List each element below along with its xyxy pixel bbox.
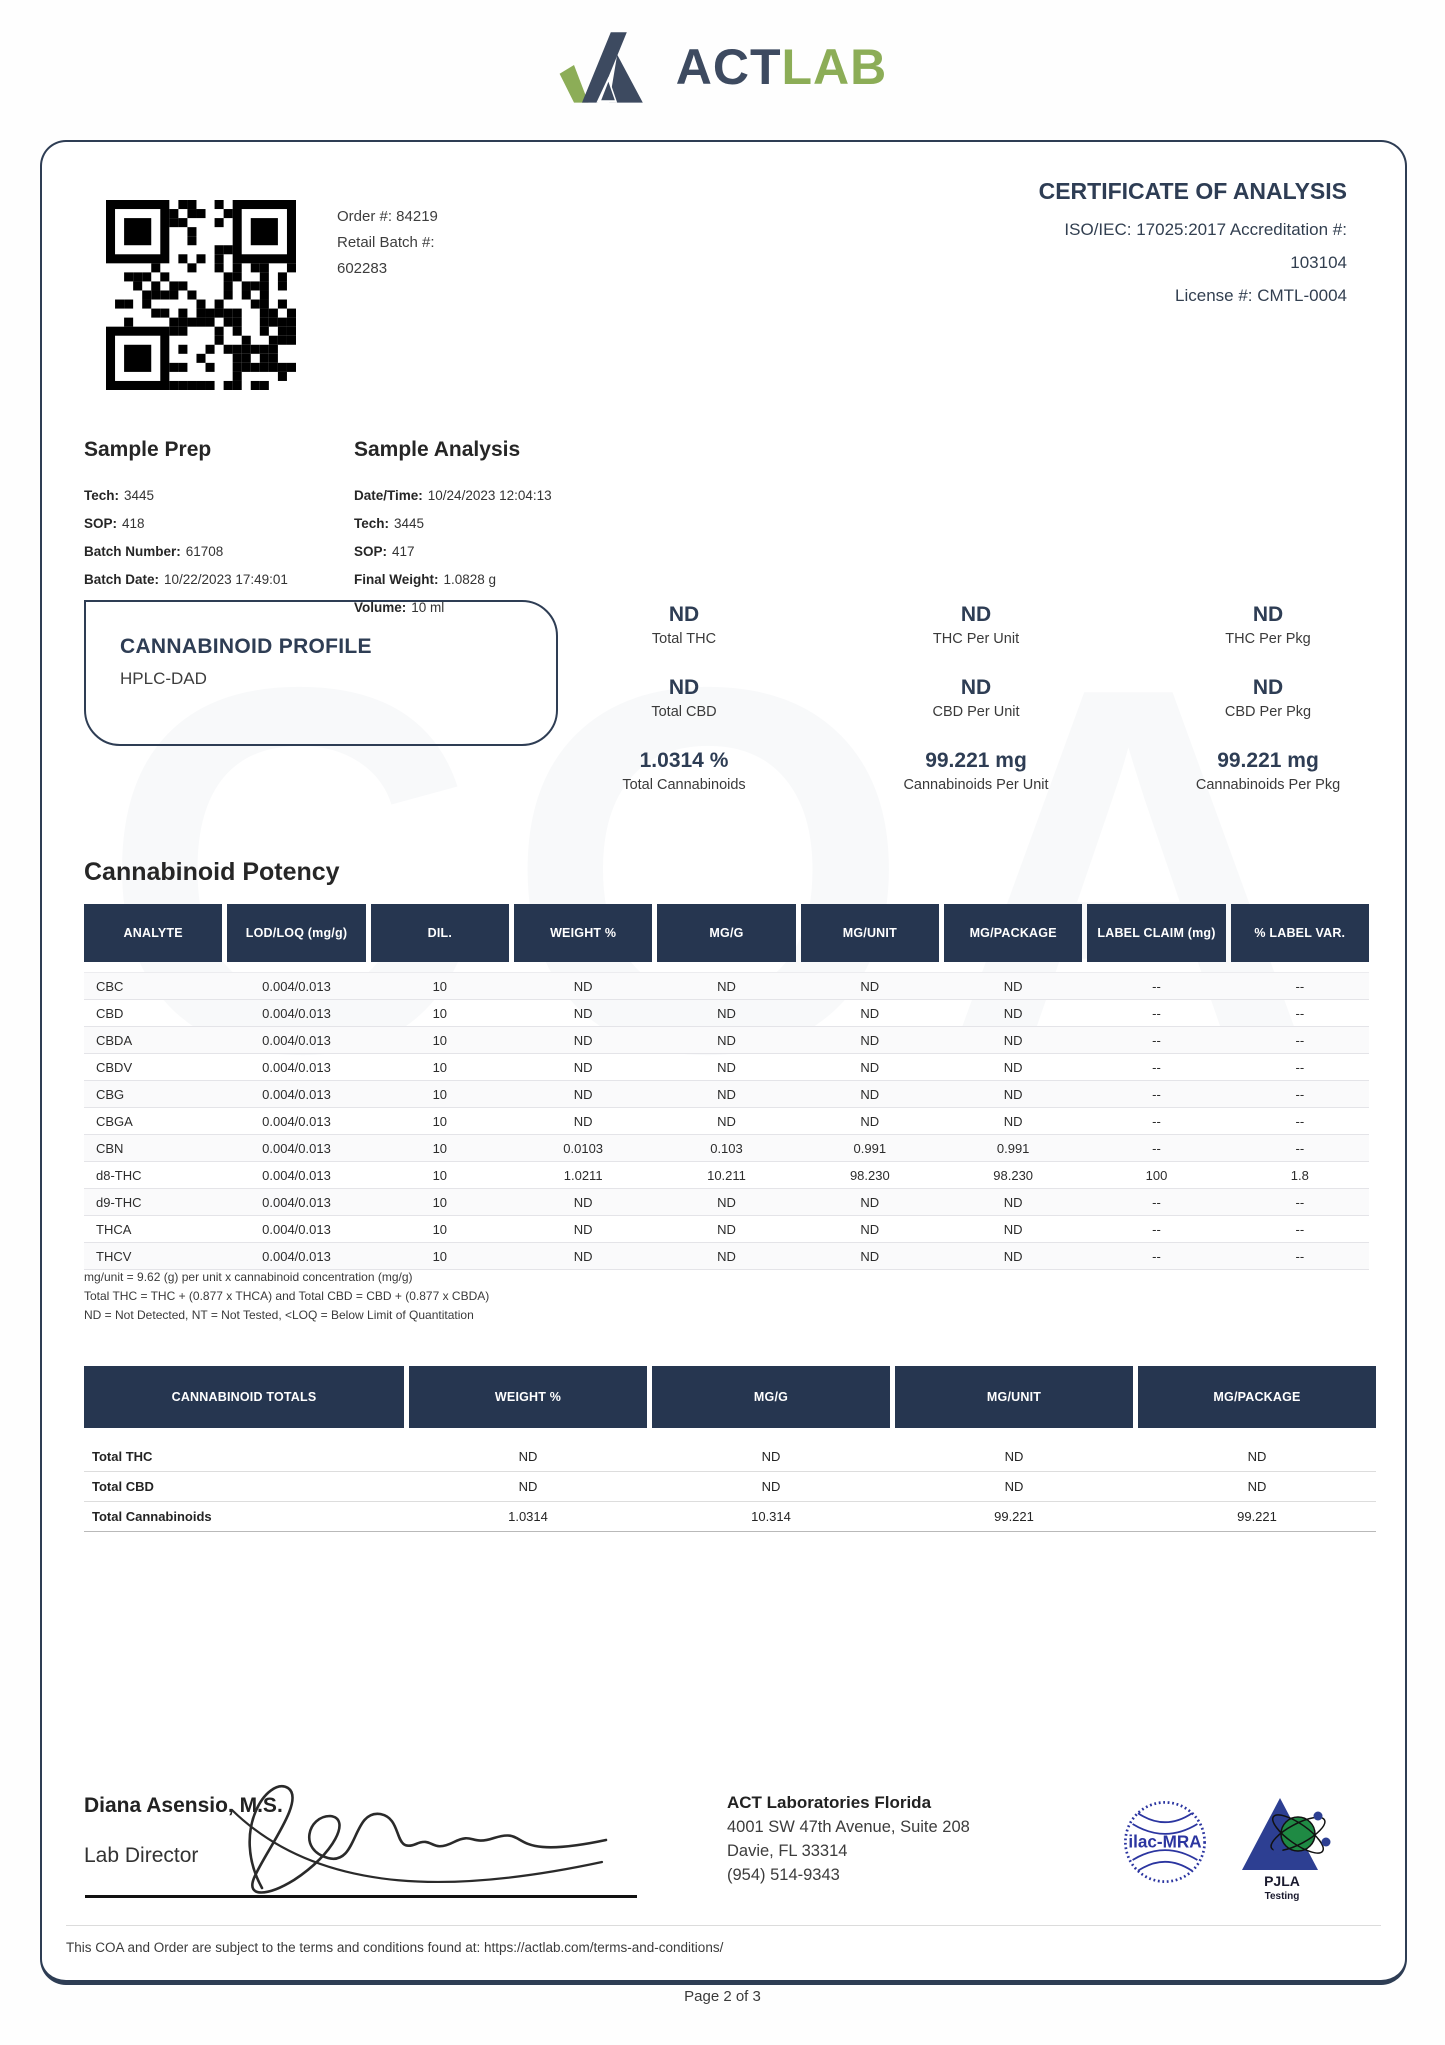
field-row: [354, 510, 552, 538]
mg-package-cell: ND: [1003, 1194, 1023, 1210]
mg-package-cell: ND: [1003, 978, 1023, 994]
mg-package-cell: ND: [1003, 1248, 1023, 1264]
footnote-line: Total THC = THC + (0.877 x THCA) and Total CBD = CBD + (0.877 x CBDA): [84, 1289, 490, 1303]
mg-g-cell: ND: [717, 1113, 736, 1129]
summary-label: THC Per Pkg: [1225, 631, 1311, 647]
total-weight-pct-cell: ND: [518, 1449, 538, 1464]
mg-g-cell: ND: [717, 1221, 736, 1237]
totals-row: [84, 1442, 1376, 1472]
sample-analysis-section: [354, 438, 552, 622]
summary-label: CBD Per Pkg: [1224, 704, 1312, 720]
lod-loq-cell: 0.004/0.013: [262, 1032, 331, 1048]
label-var-cell: --: [1295, 1140, 1305, 1156]
label-claim-cell: --: [1152, 1005, 1161, 1021]
weight-pct-cell: ND: [573, 1032, 593, 1048]
summary-grid: [560, 590, 1392, 809]
field-value: 10/24/2023 12:04:13: [427, 488, 552, 503]
mg-g-cell: 10.211: [707, 1167, 746, 1183]
certificate-heading: [1039, 178, 1347, 312]
summary-label: CBD Per Unit: [932, 704, 1020, 720]
totals-header-cell: MG/PACKAGE: [1138, 1366, 1376, 1428]
mg-g-cell: ND: [717, 1005, 736, 1021]
weight-pct-cell: ND: [573, 1248, 593, 1264]
label-var-cell: --: [1295, 1032, 1305, 1048]
order-info: [337, 204, 438, 282]
total-mg-unit-cell: 99.221: [994, 1509, 1034, 1524]
svg-text:PJLA: PJLA: [1264, 1873, 1300, 1889]
weight-pct-cell: ND: [573, 1113, 593, 1129]
dil-cell: 10: [432, 1005, 448, 1021]
label-var-cell: --: [1295, 1194, 1305, 1210]
field-label: Batch Number:: [84, 544, 181, 559]
potency-row: [84, 1216, 1369, 1243]
summary-value: ND: [668, 676, 700, 699]
summary-value: 99.221 mg: [925, 749, 1027, 772]
summary-label: Total CBD: [651, 704, 717, 720]
mg-g-cell: ND: [717, 1248, 736, 1264]
mg-package-cell: ND: [1003, 1113, 1023, 1129]
mg-unit-cell: ND: [860, 1005, 880, 1021]
summary-value: 99.221 mg: [1217, 749, 1319, 772]
dil-cell: 10: [432, 1032, 448, 1048]
potency-row: [84, 1243, 1369, 1270]
lod-loq-cell: 0.004/0.013: [262, 1059, 331, 1075]
potency-header-cell: LABEL CLAIM (mg): [1087, 904, 1225, 962]
analyte-cell: THCV: [96, 1248, 132, 1264]
mg-unit-cell: 0.991: [853, 1140, 887, 1156]
lod-loq-cell: 0.004/0.013: [262, 1248, 331, 1264]
field-row: [84, 510, 288, 538]
actlab-logo-icon: [558, 26, 662, 108]
field-value: 418: [122, 516, 145, 531]
total-mg-g-cell: 10.314: [751, 1509, 791, 1524]
totals-header-cell: WEIGHT %: [409, 1366, 647, 1428]
svg-text:ilac-MRA: ilac-MRA: [1128, 1832, 1202, 1852]
totals-table-body: [84, 1442, 1376, 1532]
label-claim-cell: 100: [1145, 1167, 1168, 1183]
certificate-title: CERTIFICATE OF ANALYSIS: [1038, 178, 1347, 204]
mg-package-cell: ND: [1003, 1059, 1023, 1075]
summary-value: 1.0314 %: [639, 749, 729, 772]
mg-g-cell: 0.103: [710, 1140, 743, 1156]
label-var-cell: --: [1295, 978, 1305, 994]
summary-label: THC Per Unit: [932, 631, 1020, 647]
potency-row: [84, 1081, 1369, 1108]
lod-loq-cell: 0.004/0.013: [262, 1113, 331, 1129]
lod-loq-cell: 0.004/0.013: [262, 1194, 331, 1210]
footer-divider: [66, 1925, 1381, 1926]
mg-package-cell: ND: [1003, 1086, 1023, 1102]
logo-lab-text: LAB: [781, 39, 888, 95]
mg-g-cell: ND: [717, 1086, 736, 1102]
field-label: Volume:: [354, 600, 407, 615]
label-var-cell: --: [1295, 1005, 1305, 1021]
lab-director-title: Lab Director: [84, 1844, 199, 1867]
actlab-logo: [0, 26, 1445, 108]
totals-header-row: [84, 1366, 1376, 1428]
field-value: 3445: [394, 516, 425, 531]
potency-row: [84, 1027, 1369, 1054]
accreditation-number: 103104: [1290, 253, 1347, 272]
potency-header-cell: MG/UNIT: [801, 904, 939, 962]
pjla-logo-icon: [1240, 1792, 1340, 1902]
summary-label: Cannabinoids Per Pkg: [1195, 777, 1341, 793]
actlab-logo-text: [676, 26, 888, 108]
potency-header-cell: ANALYTE: [84, 904, 222, 962]
dil-cell: 10: [432, 1221, 448, 1237]
order-number: Order #: 84219: [337, 208, 438, 225]
analyte-cell: CBN: [96, 1140, 124, 1156]
field-row: [84, 482, 288, 510]
potency-header-cell: MG/PACKAGE: [944, 904, 1082, 962]
lod-loq-cell: 0.004/0.013: [262, 978, 331, 994]
mg-unit-cell: ND: [860, 978, 880, 994]
analyte-cell: THCA: [96, 1221, 132, 1237]
summary-cell: [852, 590, 1100, 663]
weight-pct-cell: ND: [573, 1194, 593, 1210]
label-var-cell: --: [1295, 1221, 1305, 1237]
label-claim-cell: --: [1152, 978, 1161, 994]
label-claim-cell: --: [1152, 1140, 1161, 1156]
dil-cell: 10: [432, 1140, 448, 1156]
mg-unit-cell: ND: [860, 1194, 880, 1210]
analyte-cell: d8-THC: [96, 1167, 142, 1183]
totals-table: [84, 1366, 1376, 1532]
total-name-cell: Total THC: [92, 1449, 153, 1464]
totals-header-cell: MG/UNIT: [895, 1366, 1133, 1428]
signature-line: [85, 1895, 637, 1898]
analyte-cell: CBC: [96, 978, 124, 994]
mg-unit-cell: ND: [860, 1059, 880, 1075]
summary-label: Total Cannabinoids: [622, 777, 746, 793]
analyte-cell: CBGA: [96, 1113, 133, 1129]
potency-row: [84, 1000, 1369, 1027]
label-claim-cell: --: [1152, 1059, 1161, 1075]
lab-director-name: Diana Asensio, M.S.: [84, 1794, 283, 1817]
potency-row: [84, 1189, 1369, 1216]
weight-pct-cell: ND: [573, 1059, 593, 1075]
analyte-cell: CBD: [96, 1005, 124, 1021]
mg-unit-cell: ND: [860, 1248, 880, 1264]
potency-footnotes: [84, 1268, 489, 1325]
field-value: 61708: [185, 544, 224, 559]
label-var-cell: --: [1295, 1113, 1305, 1129]
dil-cell: 10: [432, 1059, 448, 1075]
iso-accreditation-line: ISO/IEC: 17025:2017 Accreditation #:: [1064, 220, 1347, 239]
sample-prep-title: Sample Prep: [84, 438, 212, 461]
label-var-cell: 1.8: [1290, 1167, 1309, 1183]
label-var-cell: --: [1295, 1059, 1305, 1075]
mg-g-cell: ND: [717, 1032, 736, 1048]
field-value: 3445: [124, 488, 155, 503]
mg-g-cell: ND: [717, 1194, 736, 1210]
mg-package-cell: ND: [1003, 1221, 1023, 1237]
potency-header-row: [84, 904, 1369, 962]
dil-cell: 10: [432, 1113, 448, 1129]
lab-phone: (954) 514-9343: [727, 1866, 840, 1884]
totals-row: [84, 1502, 1376, 1532]
field-label: Date/Time:: [354, 488, 423, 503]
lod-loq-cell: 0.004/0.013: [262, 1086, 331, 1102]
footnote-line: mg/unit = 9.62 (g) per unit x cannabinoid concentration (mg/g): [84, 1270, 413, 1284]
qr-code: [106, 200, 296, 390]
potency-table-body: [84, 972, 1369, 1270]
dil-cell: 10: [432, 978, 448, 994]
mg-package-cell: 98.230: [993, 1167, 1034, 1183]
field-row: [354, 538, 552, 566]
potency-row: [84, 1135, 1369, 1162]
retail-batch-label: Retail Batch #:: [337, 234, 435, 251]
total-name-cell: Total Cannabinoids: [92, 1509, 212, 1524]
summary-cell: [560, 590, 808, 663]
sample-prep-section: [84, 438, 288, 594]
totals-row: [84, 1472, 1376, 1502]
field-value: 10 ml: [411, 600, 445, 615]
potency-row: [84, 973, 1369, 1000]
label-var-cell: --: [1295, 1248, 1305, 1264]
summary-cell: [852, 663, 1100, 736]
summary-value: ND: [960, 676, 992, 699]
field-label: Final Weight:: [354, 572, 439, 587]
analyte-cell: CBDA: [96, 1032, 133, 1048]
potency-header-cell: LOD/LOQ (mg/g): [227, 904, 365, 962]
retail-batch-number: 602283: [337, 260, 388, 277]
mg-g-cell: ND: [717, 978, 736, 994]
label-claim-cell: --: [1152, 1113, 1161, 1129]
potency-row: [84, 1162, 1369, 1189]
field-value: 10/22/2023 17:49:01: [164, 572, 288, 587]
total-mg-package-cell: ND: [1247, 1449, 1267, 1464]
field-label: Tech:: [84, 488, 120, 503]
summary-cell: [852, 736, 1100, 809]
lod-loq-cell: 0.004/0.013: [262, 1167, 331, 1183]
weight-pct-cell: ND: [573, 1005, 593, 1021]
total-mg-unit-cell: ND: [1004, 1449, 1024, 1464]
label-claim-cell: --: [1152, 1086, 1161, 1102]
summary-cell: [1144, 736, 1392, 809]
mg-package-cell: 0.991: [996, 1140, 1030, 1156]
analyte-cell: d9-THC: [96, 1194, 142, 1210]
totals-header-cell: MG/G: [652, 1366, 890, 1428]
cannabinoid-profile-box: [84, 600, 558, 746]
potency-title: Cannabinoid Potency: [84, 858, 340, 886]
lab-name: ACT Laboratories Florida: [727, 1793, 932, 1812]
total-weight-pct-cell: ND: [518, 1479, 538, 1494]
label-claim-cell: --: [1152, 1248, 1161, 1264]
lab-address-line1: 4001 SW 47th Avenue, Suite 208: [727, 1818, 970, 1836]
lab-address-line2: Davie, FL 33314: [727, 1842, 848, 1860]
total-mg-g-cell: ND: [761, 1479, 781, 1494]
potency-header-cell: % LABEL VAR.: [1231, 904, 1369, 962]
summary-value: ND: [960, 603, 992, 626]
mg-unit-cell: ND: [860, 1113, 880, 1129]
mg-g-cell: ND: [717, 1059, 736, 1075]
weight-pct-cell: 0.0103: [563, 1140, 604, 1156]
label-claim-cell: --: [1152, 1221, 1161, 1237]
analyte-cell: CBDV: [96, 1059, 133, 1075]
field-value: 417: [392, 544, 415, 559]
total-mg-g-cell: ND: [761, 1449, 781, 1464]
logo-act-text: ACT: [675, 39, 782, 95]
label-var-cell: --: [1295, 1086, 1305, 1102]
footnote-line: ND = Not Detected, NT = Not Tested, <LOQ = Below Limit of Quantitation: [84, 1308, 474, 1322]
analyte-cell: CBG: [96, 1086, 125, 1102]
field-row: [354, 566, 552, 594]
summary-value: ND: [1252, 676, 1284, 699]
mg-package-cell: ND: [1003, 1032, 1023, 1048]
dil-cell: 10: [432, 1167, 448, 1183]
label-claim-cell: --: [1152, 1194, 1161, 1210]
field-row: [84, 538, 288, 566]
field-label: Batch Date:: [84, 572, 160, 587]
weight-pct-cell: 1.0211: [563, 1167, 603, 1183]
totals-header-cell: CANNABINOID TOTALS: [84, 1366, 404, 1428]
potency-row: [84, 1054, 1369, 1081]
total-mg-package-cell: 99.221: [1237, 1509, 1277, 1524]
potency-row: [84, 1108, 1369, 1135]
total-mg-package-cell: ND: [1247, 1479, 1267, 1494]
potency-header-cell: DIL.: [371, 904, 509, 962]
total-name-cell: Total CBD: [92, 1479, 154, 1494]
summary-cell: [560, 663, 808, 736]
lod-loq-cell: 0.004/0.013: [262, 1221, 331, 1237]
lod-loq-cell: 0.004/0.013: [262, 1005, 331, 1021]
potency-table: [84, 904, 1369, 1270]
signature-icon: [202, 1770, 622, 1900]
dil-cell: 10: [432, 1086, 448, 1102]
mg-unit-cell: 98.230: [849, 1167, 890, 1183]
dil-cell: 10: [432, 1248, 448, 1264]
summary-label: Total THC: [651, 631, 717, 647]
summary-value: ND: [668, 603, 700, 626]
label-claim-cell: --: [1152, 1032, 1161, 1048]
svg-text:Testing: Testing: [1264, 1891, 1300, 1902]
license-number: License #: CMTL-0004: [1175, 286, 1347, 305]
field-row: [84, 566, 288, 594]
weight-pct-cell: ND: [573, 1221, 593, 1237]
mg-unit-cell: ND: [860, 1086, 880, 1102]
dil-cell: 10: [432, 1194, 448, 1210]
summary-label: Cannabinoids Per Unit: [903, 777, 1049, 793]
sample-prep-fields: [84, 482, 288, 594]
mg-unit-cell: ND: [860, 1221, 880, 1237]
ilac-mra-logo-icon: [1120, 1797, 1210, 1887]
summary-cell: [1144, 663, 1392, 736]
potency-header-cell: WEIGHT %: [514, 904, 652, 962]
profile-title: CANNABINOID PROFILE: [120, 635, 372, 658]
terms-text: This COA and Order are subject to the terms and conditions found at: https://actlab.com/terms-and-conditions/: [66, 1940, 724, 1955]
field-label: Tech:: [354, 516, 390, 531]
weight-pct-cell: ND: [573, 978, 593, 994]
page-number: Page 2 of 3: [684, 1988, 761, 2005]
summary-value: ND: [1252, 603, 1284, 626]
lod-loq-cell: 0.004/0.013: [262, 1140, 331, 1156]
total-mg-unit-cell: ND: [1004, 1479, 1024, 1494]
document-frame: [40, 140, 1407, 1985]
field-value: 1.0828 g: [443, 572, 497, 587]
potency-header-cell: MG/G: [657, 904, 795, 962]
mg-unit-cell: ND: [860, 1032, 880, 1048]
summary-cell: [1144, 590, 1392, 663]
total-weight-pct-cell: 1.0314: [508, 1509, 548, 1524]
weight-pct-cell: ND: [573, 1086, 593, 1102]
field-row: [354, 482, 552, 510]
summary-cell: [560, 736, 808, 809]
lab-address-block: [727, 1790, 970, 1887]
profile-method: HPLC-DAD: [120, 669, 207, 688]
sample-analysis-title: Sample Analysis: [354, 438, 521, 461]
field-label: SOP:: [84, 516, 118, 531]
mg-package-cell: ND: [1003, 1005, 1023, 1021]
field-label: SOP:: [354, 544, 388, 559]
